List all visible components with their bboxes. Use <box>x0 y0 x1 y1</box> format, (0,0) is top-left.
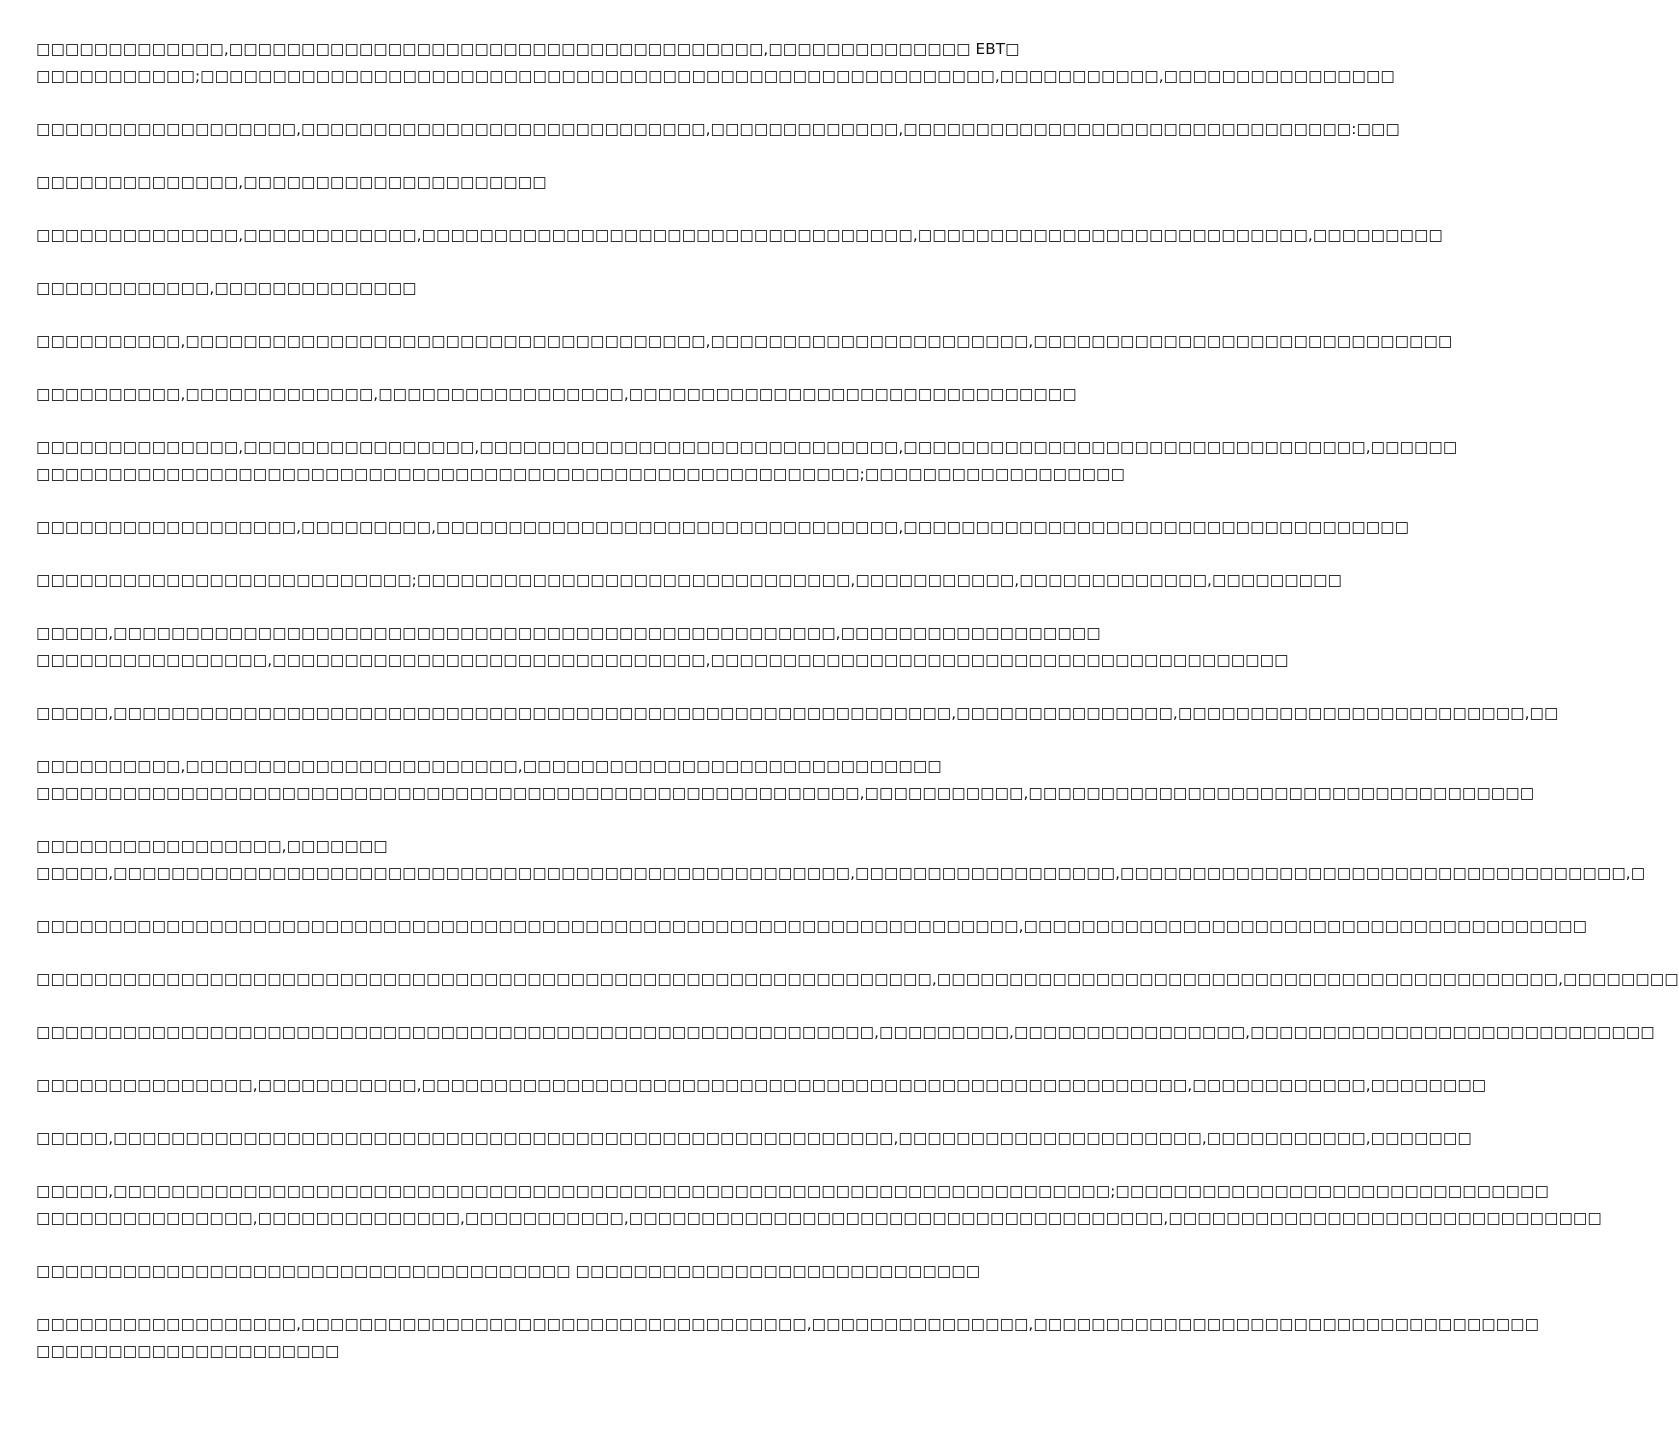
text-line: □□□□□□□□□□□;□□□□□□□□□□□□□□□□□□□□□□□□□□□□□□□□□□□□□□□□□□□□□□□□□□□□□□□,□□□□□□□□□□□,□□□□□□□□□□□□□□□□ <box>36 67 1395 85</box>
text-line: □□□□□,□□□□□□□□□□□□□□□□□□□□□□□□□□□□□□□□□□□□□□□□□□□□□□□□□□□,□□□□□□□□□□□□□□□□□□,□□□□□□□□□□□□□□□□□□□□□□□□□□□□□□□□□□□,□ <box>36 864 1646 882</box>
paragraph <box>36 966 1679 993</box>
text-line: □□□□□□□□□□□□□□□□□□□□□□□□□□□□□□□□□□□□□□□□□□□□□□□□□□□□□□□□□;□□□□□□□□□□□□□□□□□□ <box>36 465 1125 483</box>
text-line: □□□□□□□□□□□□□□□□□□□□□□□□□□□□□□□□□□□□□ □□□□□□□□□□□□□□□□□□□□□□□□□□□□ <box>36 1262 981 1280</box>
paragraph <box>36 620 1289 674</box>
text-line: □□□□□□□□□□□□□□,□□□□□□□□□□□□,□□□□□□□□□□□□□□□□□□□□□□□□□□□□□□□□□□,□□□□□□□□□□□□□□□□□□□□□□□□□□□,□□□□□□□□□ <box>36 226 1443 244</box>
text-line: □□□□□□□□□□□□□□□□□□□□□□□□□□;□□□□□□□□□□□□□□□□□□□□□□□□□□□□□□,□□□□□□□□□□□,□□□□□□□□□□□□□,□□□□□□□□□ <box>36 571 1343 589</box>
paragraph <box>36 1258 990 1285</box>
text-line: □□□□□□□□□□□□□□□□□□□□□□□□□□□□□□□□□□□□□□□□□□□□□□□□□□□□□□□□□□□□□□□□□□□□,□□□□□□□□□□□□□□□□□□□□□□□□□□□□□□□□□□□□□□□ <box>36 917 1588 935</box>
text-line: □□□□□□□□□□,□□□□□□□□□□□□□,□□□□□□□□□□□□□□□□□,□□□□□□□□□□□□□□□□□□□□□□□□□□□□□□□ <box>36 385 1077 403</box>
paragraph <box>36 1019 1655 1046</box>
text-line: □□□□□□□□□□□□□□□□□,□□□□□□□ <box>36 837 388 855</box>
paragraph <box>36 700 1559 727</box>
paragraph <box>36 275 990 302</box>
paragraph <box>36 381 1077 408</box>
text-line: □□□□□□□□□□□□□□□□□□□□□□□□□□□□□□□□□□□□□□□□□□□□□□□□□□□□□□□□□□□□□□,□□□□□□□□□□□□□□□□□□□□□□□□□□□□□□□□□□□□□□□□□□□,□□□□□□□□ <box>36 970 1679 988</box>
text-line: □□□□□□□□□□□□□,□□□□□□□□□□□□□□□□□□□□□□□□□□□□□□□□□□□□□,□□□□□□□□□□□□□□ EBT□ <box>36 40 1020 58</box>
text-line: □□□□□□□□□□□□□□□□□□□□□ <box>36 1342 340 1360</box>
paragraph <box>36 1072 1487 1099</box>
text-line: □□□□□□□□□□□□□□□□□□□□□□□□□□□□□□□□□□□□□□□□□□□□□□□□□□□□□□□□□,□□□□□□□□□□□,□□□□□□□□□□□□□□□□□□□□□□□□□□□□□□□□□□□ <box>36 784 1535 802</box>
text-line: □□□□□□□□□□□□□□,□□□□□□□□□□□□□□□□,□□□□□□□□□□□□□□□□□□□□□□□□□□□□□,□□□□□□□□□□□□□□□□□□□□□□□□□□□□□□□□,□□□□□□ <box>36 438 1458 456</box>
text-line: □□□□□□□□□□□□,□□□□□□□□□□□□□□ <box>36 279 417 297</box>
text-line: □□□□□□□□□□□□□□□□□□□□□□□□□□□□□□□□□□□□□□□□□□□□□□□□□□□□□□□□□□,□□□□□□□□□,□□□□□□□□□□□□□□□□,□□□□□□□□□□□□□□□□□□□□□□□□□□□□ <box>36 1023 1655 1041</box>
paragraph <box>36 833 1646 887</box>
paragraph <box>36 222 1443 249</box>
text-line: □□□□□,□□□□□□□□□□□□□□□□□□□□□□□□□□□□□□□□□□□□□□□□□□□□□□□□□□□□□□,□□□□□□□□□□□□□□□□□□□□□,□□□□□□□□□□□,□□□□□□□ <box>36 1129 1472 1147</box>
paragraph <box>36 1178 1602 1232</box>
text-line: □□□□□□□□□□□□□□□,□□□□□□□□□□□□□□,□□□□□□□□□□□,□□□□□□□□□□□□□□□□□□□□□□□□□□□□□□□□□□□□□,□□□□□□□□□□□□□□□□□□□□□□□□□□□□□□ <box>36 1209 1602 1227</box>
paragraph <box>36 1311 1540 1365</box>
text-line: □□□□□□□□□□□□□□□□,□□□□□□□□□□□□□□□□□□□□□□□□□□□□□□,□□□□□□□□□□□□□□□□□□□□□□□□□□□□□□□□□□□□□□□□ <box>36 651 1289 669</box>
text-line: □□□□□□□□□□,□□□□□□□□□□□□□□□□□□□□□□□□□□□□□□□□□□□□,□□□□□□□□□□□□□□□□□□□□□□,□□□□□□□□□□□□□□□□□□□□□□□□□□□□□ <box>36 332 1453 350</box>
text-line: □□□□□□□□□□□□□□□□□□,□□□□□□□□□,□□□□□□□□□□□□□□□□□□□□□□□□□□□□□□□□,□□□□□□□□□□□□□□□□□□□□□□□□□□□□□□□□□□□ <box>36 518 1410 536</box>
text-line: □□□□□□□□□□□□□□,□□□□□□□□□□□□□□□□□□□□□ <box>36 173 547 191</box>
paragraph <box>36 514 1410 541</box>
text-line: □□□□□□□□□□,□□□□□□□□□□□□□□□□□□□□□□□,□□□□□□□□□□□□□□□□□□□□□□□□□□□□□ <box>36 757 942 775</box>
paragraph <box>36 753 1535 807</box>
paragraph <box>36 1125 1472 1152</box>
text-line: □□□□□□□□□□□□□□□,□□□□□□□□□□□,□□□□□□□□□□□□□□□□□□□□□□□□□□□□□□□□□□□□□□□□□□□□□□□□□□□□□,□□□□□□□□□□□□,□□□□□□□□ <box>36 1076 1487 1094</box>
paragraph <box>36 434 1458 488</box>
text-line: □□□□□,□□□□□□□□□□□□□□□□□□□□□□□□□□□□□□□□□□□□□□□□□□□□□□□□□□,□□□□□□□□□□□□□□□□□□ <box>36 624 1101 642</box>
paragraph <box>36 116 1400 143</box>
text-line: □□□□□□□□□□□□□□□□□□,□□□□□□□□□□□□□□□□□□□□□□□□□□□□,□□□□□□□□□□□□□,□□□□□□□□□□□□□□□□□□□□□□□□□□□□□□□:□□□ <box>36 120 1400 138</box>
paragraph <box>36 913 1588 940</box>
paragraph <box>36 328 1453 355</box>
text-line: □□□□□□□□□□□□□□□□□□,□□□□□□□□□□□□□□□□□□□□□□□□□□□□□□□□□□□,□□□□□□□□□□□□□□□,□□□□□□□□□□□□□□□□□□□□□□□□□□□□□□□□□□□ <box>36 1315 1540 1333</box>
text-line: □□□□□,□□□□□□□□□□□□□□□□□□□□□□□□□□□□□□□□□□□□□□□□□□□□□□□□□□□□□□□□□□,□□□□□□□□□□□□□□□,□□□□□□□□□□□□□□□□□□□□□□□□,□□ <box>36 704 1559 722</box>
document-page <box>36 36 1679 1391</box>
paragraph <box>36 36 1395 90</box>
text-line: □□□□□,□□□□□□□□□□□□□□□□□□□□□□□□□□□□□□□□□□□□□□□□□□□□□□□□□□□□□□□□□□□□□□□□□□□□□;□□□□□□□□□□□□□□□□□□□□□□□□□□□□□□ <box>36 1182 1549 1200</box>
paragraph <box>36 169 990 196</box>
paragraph <box>36 567 1343 594</box>
